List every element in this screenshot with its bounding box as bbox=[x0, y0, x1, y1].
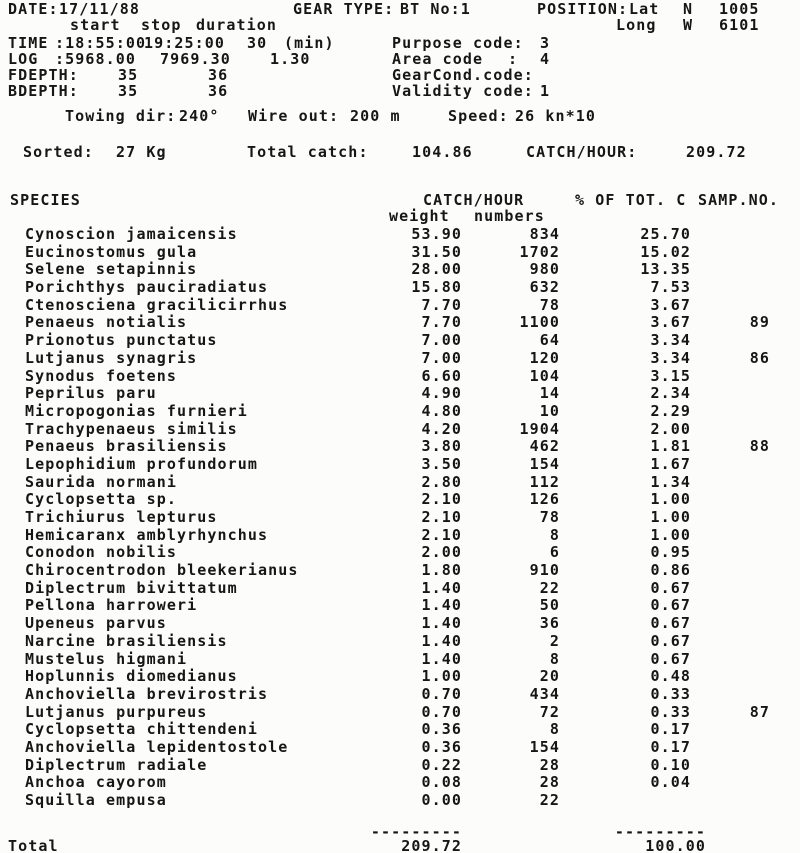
pct-of-total: 0.86 bbox=[650, 561, 691, 580]
log-stop: 7969.30 bbox=[160, 50, 231, 68]
catch-weight: 0.36 bbox=[421, 737, 462, 756]
catch-numbers: 112 bbox=[529, 472, 560, 491]
catch-numbers: 2 bbox=[549, 631, 560, 650]
species-name: Eucinostomus gula bbox=[25, 242, 198, 261]
catch-weight: 1.40 bbox=[421, 614, 462, 633]
pct-of-total: 1.00 bbox=[650, 508, 691, 526]
species-name: Diplectrum bivittatum bbox=[25, 578, 238, 597]
gear-type-value: BT No:1 bbox=[400, 0, 471, 18]
catch-weight: 1.00 bbox=[421, 667, 462, 686]
catch-numbers: 1702 bbox=[519, 242, 560, 261]
catch-weight: 1.40 bbox=[421, 631, 462, 650]
total-label: Total bbox=[8, 837, 59, 853]
catch-weight: 1.80 bbox=[421, 561, 462, 580]
speed-value: 26 kn*10 bbox=[515, 107, 597, 125]
bdepth-stop: 36 bbox=[208, 82, 229, 100]
pct-of-total: 0.95 bbox=[650, 543, 691, 562]
species-row bbox=[0, 633, 800, 651]
species-row bbox=[0, 297, 800, 315]
species-name: Synodus foetens bbox=[25, 366, 177, 385]
species-row bbox=[0, 491, 800, 509]
catch-weight: 1.40 bbox=[421, 578, 462, 597]
catch-weight: 2.10 bbox=[421, 490, 462, 509]
gearcond-code-label: GearCond.code: bbox=[392, 66, 534, 84]
species-name: Conodon nobilis bbox=[25, 543, 177, 562]
species-row bbox=[0, 474, 800, 492]
weight-subheader: weight bbox=[389, 207, 450, 225]
catch-weight: 1.40 bbox=[421, 649, 462, 668]
catch-weight: 0.70 bbox=[421, 684, 462, 703]
species-name: Trichiurus lepturus bbox=[25, 508, 218, 526]
species-name: Anchoviella lepidentostole bbox=[25, 737, 289, 756]
catch-weight: 7.00 bbox=[421, 348, 462, 367]
pct-of-total: 15.02 bbox=[640, 242, 691, 261]
pct-of-total: 0.17 bbox=[650, 720, 691, 739]
species-row bbox=[0, 739, 800, 757]
sample-no: 88 bbox=[749, 437, 770, 456]
catch-numbers: 1100 bbox=[519, 313, 560, 332]
weight-total-separator: --------- bbox=[370, 823, 462, 841]
catch-weight: 1.40 bbox=[421, 596, 462, 615]
time-unit: (min) bbox=[284, 34, 335, 52]
catch-numbers: 64 bbox=[539, 331, 560, 350]
species-row bbox=[0, 544, 800, 562]
species-name: Narcine brasiliensis bbox=[25, 631, 228, 650]
pct-of-total: 0.48 bbox=[650, 667, 691, 686]
fdepth-start: 35 bbox=[118, 66, 139, 84]
species-name: Lepophidium profundorum bbox=[25, 454, 259, 473]
catch-numbers: 78 bbox=[539, 295, 560, 314]
species-name: Ctenosciena gracilicirrhus bbox=[25, 295, 289, 314]
catch-weight: 4.20 bbox=[421, 419, 462, 438]
catch-numbers: 434 bbox=[529, 684, 560, 703]
pct-of-total: 0.67 bbox=[650, 631, 691, 650]
catch-numbers: 154 bbox=[529, 454, 560, 473]
long-label: Long bbox=[616, 16, 657, 34]
catch-numbers: 910 bbox=[529, 561, 560, 580]
species-name: Peprilus paru bbox=[25, 384, 157, 403]
catch-numbers: 72 bbox=[539, 702, 560, 721]
catch-numbers: 22 bbox=[539, 791, 560, 809]
towing-dir-label: Towing dir: bbox=[65, 107, 177, 125]
total-weight-value: 209.72 bbox=[401, 837, 462, 853]
catch-weight: 0.00 bbox=[421, 791, 462, 809]
gear-type-label: GEAR TYPE: bbox=[293, 0, 395, 18]
species-row bbox=[0, 721, 800, 739]
catch-numbers: 50 bbox=[539, 596, 560, 615]
species-row bbox=[0, 774, 800, 792]
catch-numbers: 28 bbox=[539, 773, 560, 792]
sample-no: 87 bbox=[749, 702, 770, 721]
species-row bbox=[0, 668, 800, 686]
purpose-code-value: 3 bbox=[540, 34, 551, 52]
species-row bbox=[0, 314, 800, 332]
log-duration: 1.30 bbox=[270, 50, 311, 68]
catch-weight: 53.90 bbox=[411, 225, 462, 243]
catch-numbers: 462 bbox=[529, 437, 560, 456]
catch-hour-value: 209.72 bbox=[686, 143, 747, 161]
species-row bbox=[0, 385, 800, 403]
lat-label: Lat bbox=[629, 0, 660, 18]
pct-of-total: 0.17 bbox=[650, 737, 691, 756]
species-row bbox=[0, 403, 800, 421]
catch-numbers: 36 bbox=[539, 614, 560, 633]
time-label: TIME bbox=[8, 34, 49, 52]
species-row bbox=[0, 615, 800, 633]
species-row bbox=[0, 651, 800, 669]
species-name: Lutjanus synagris bbox=[25, 348, 198, 367]
long-value: 6101 bbox=[719, 16, 760, 34]
pct-of-total: 0.67 bbox=[650, 649, 691, 668]
bdepth-start: 35 bbox=[118, 82, 139, 100]
time-duration: 30 bbox=[247, 34, 268, 52]
pct-of-total: 1.00 bbox=[650, 490, 691, 509]
pct-column-header: % OF TOT. C bbox=[575, 191, 687, 209]
catch-numbers: 78 bbox=[539, 508, 560, 526]
species-name: Anchoviella brevirostris bbox=[25, 684, 269, 703]
pct-of-total: 1.81 bbox=[650, 437, 691, 456]
total-catch-label: Total catch: bbox=[247, 143, 369, 161]
species-name: Squilla empusa bbox=[25, 791, 167, 809]
species-row bbox=[0, 438, 800, 456]
species-name: Micropogonias furnieri bbox=[25, 401, 248, 420]
validity-code-label: Validity code: bbox=[392, 82, 534, 100]
species-name: Cyclopsetta chittendeni bbox=[25, 720, 259, 739]
pct-of-total: 1.67 bbox=[650, 454, 691, 473]
start-column-header: start bbox=[70, 16, 121, 34]
species-row bbox=[0, 350, 800, 368]
species-name: Pellona harroweri bbox=[25, 596, 198, 615]
catch-numbers: 14 bbox=[539, 384, 560, 403]
sample-no: 86 bbox=[749, 348, 770, 367]
sample-no-column-header: SAMP.NO. bbox=[698, 191, 780, 209]
wire-out-value: 200 m bbox=[350, 107, 401, 125]
catch-numbers: 22 bbox=[539, 578, 560, 597]
sorted-label: Sorted: bbox=[23, 143, 94, 161]
lat-hemisphere: N bbox=[683, 0, 694, 18]
sample-no: 89 bbox=[749, 313, 770, 332]
pct-total-separator: --------- bbox=[614, 823, 706, 841]
towing-dir-value: 240° bbox=[179, 107, 220, 125]
area-code-colon: : bbox=[508, 50, 519, 68]
pct-of-total: 0.67 bbox=[650, 596, 691, 615]
time-start: :18:55:00 bbox=[55, 34, 147, 52]
pct-of-total: 3.15 bbox=[650, 366, 691, 385]
speed-label: Speed: bbox=[448, 107, 509, 125]
species-name: Lutjanus purpureus bbox=[25, 702, 208, 721]
catch-numbers: 104 bbox=[529, 366, 560, 385]
total-pct-value: 100.00 bbox=[645, 837, 706, 853]
fdepth-label: FDEPTH: bbox=[8, 66, 79, 84]
catch-numbers: 8 bbox=[549, 649, 560, 668]
catch-numbers: 154 bbox=[529, 737, 560, 756]
catch-numbers: 8 bbox=[549, 720, 560, 739]
species-row bbox=[0, 580, 800, 598]
catch-weight: 7.70 bbox=[421, 313, 462, 332]
species-name: Selene setapinnis bbox=[25, 260, 198, 279]
pct-of-total: 3.67 bbox=[650, 313, 691, 332]
species-table bbox=[0, 226, 800, 810]
pct-of-total: 0.33 bbox=[650, 702, 691, 721]
species-row bbox=[0, 757, 800, 775]
pct-of-total: 0.33 bbox=[650, 684, 691, 703]
species-name: Hemicaranx amblyrhynchus bbox=[25, 525, 269, 544]
catch-numbers: 632 bbox=[529, 278, 560, 297]
species-name: Prionotus punctatus bbox=[25, 331, 218, 350]
species-name: Trachypenaeus similis bbox=[25, 419, 238, 438]
species-name: Anchoa cayorom bbox=[25, 773, 167, 792]
catch-numbers: 10 bbox=[539, 401, 560, 420]
catch-weight: 4.80 bbox=[421, 401, 462, 420]
pct-of-total: 25.70 bbox=[640, 225, 691, 243]
pct-of-total: 0.04 bbox=[650, 773, 691, 792]
catch-numbers: 6 bbox=[549, 543, 560, 562]
species-name: Penaeus brasiliensis bbox=[25, 437, 228, 456]
pct-of-total: 2.34 bbox=[650, 384, 691, 403]
species-row bbox=[0, 792, 800, 810]
species-column-header: SPECIES bbox=[10, 191, 81, 209]
species-name: Diplectrum radiale bbox=[25, 755, 208, 774]
catch-numbers: 126 bbox=[529, 490, 560, 509]
position-label: POSITION: bbox=[537, 0, 629, 18]
pct-of-total: 2.29 bbox=[650, 401, 691, 420]
species-name: Penaeus notialis bbox=[25, 313, 188, 332]
catch-numbers: 120 bbox=[529, 348, 560, 367]
pct-of-total: 0.67 bbox=[650, 614, 691, 633]
species-name: Hoplunnis diomedianus bbox=[25, 667, 238, 686]
catch-weight: 2.00 bbox=[421, 543, 462, 562]
lat-value: 1005 bbox=[719, 0, 760, 18]
stop-column-header: stop bbox=[141, 16, 182, 34]
catch-numbers: 1904 bbox=[519, 419, 560, 438]
catch-weight: 15.80 bbox=[411, 278, 462, 297]
area-code-label: Area code bbox=[392, 50, 484, 68]
pct-of-total: 7.53 bbox=[650, 278, 691, 297]
catch-weight: 3.80 bbox=[421, 437, 462, 456]
fdepth-stop: 36 bbox=[208, 66, 229, 84]
species-row bbox=[0, 456, 800, 474]
species-name: Cyclopsetta sp. bbox=[25, 490, 177, 509]
catch-weight: 0.36 bbox=[421, 720, 462, 739]
time-stop: 19:25:00 bbox=[144, 34, 226, 52]
date-value: 17/11/88 bbox=[59, 0, 141, 18]
pct-of-total: 0.10 bbox=[650, 755, 691, 774]
catch-weight: 4.90 bbox=[421, 384, 462, 403]
catch-hour-column-header: CATCH/HOUR bbox=[423, 191, 525, 209]
validity-code-value: 1 bbox=[540, 82, 551, 100]
catch-weight: 3.50 bbox=[421, 454, 462, 473]
catch-weight: 28.00 bbox=[411, 260, 462, 279]
duration-column-header: duration bbox=[196, 16, 278, 34]
catch-weight: 0.70 bbox=[421, 702, 462, 721]
species-name: Porichthys pauciradiatus bbox=[25, 278, 269, 297]
area-code-value: 4 bbox=[540, 50, 551, 68]
species-row bbox=[0, 421, 800, 439]
pct-of-total: 2.00 bbox=[650, 419, 691, 438]
pct-of-total: 3.34 bbox=[650, 348, 691, 367]
bdepth-label: BDEPTH: bbox=[8, 82, 79, 100]
catch-weight: 2.10 bbox=[421, 525, 462, 544]
catch-weight: 2.80 bbox=[421, 472, 462, 491]
pct-of-total: 1.00 bbox=[650, 525, 691, 544]
catch-numbers: 980 bbox=[529, 260, 560, 279]
long-hemisphere: W bbox=[683, 16, 694, 34]
species-name: Saurida normani bbox=[25, 472, 177, 491]
species-name: Chirocentrodon bleekerianus bbox=[25, 561, 299, 580]
catch-weight: 6.60 bbox=[421, 366, 462, 385]
species-row bbox=[0, 597, 800, 615]
date-label: DATE: bbox=[8, 0, 59, 18]
species-row bbox=[0, 562, 800, 580]
log-start: :5968.00 bbox=[55, 50, 137, 68]
catch-numbers: 8 bbox=[549, 525, 560, 544]
pct-of-total: 13.35 bbox=[640, 260, 691, 279]
catch-numbers: 20 bbox=[539, 667, 560, 686]
catch-weight: 7.00 bbox=[421, 331, 462, 350]
pct-of-total: 0.67 bbox=[650, 578, 691, 597]
catch-numbers: 28 bbox=[539, 755, 560, 774]
species-row bbox=[0, 226, 800, 244]
catch-weight: 31.50 bbox=[411, 242, 462, 261]
species-name: Upeneus parvus bbox=[25, 614, 167, 633]
species-row bbox=[0, 686, 800, 704]
species-row bbox=[0, 509, 800, 527]
catch-numbers: 834 bbox=[529, 225, 560, 243]
species-row bbox=[0, 261, 800, 279]
catch-weight: 2.10 bbox=[421, 508, 462, 526]
species-name: Cynoscion jamaicensis bbox=[25, 225, 238, 243]
log-label: LOG bbox=[8, 50, 39, 68]
purpose-code-label: Purpose code: bbox=[392, 34, 524, 52]
species-name: Mustelus higmani bbox=[25, 649, 188, 668]
catch-hour-label: CATCH/HOUR: bbox=[526, 143, 638, 161]
sorted-value: 27 Kg bbox=[116, 143, 167, 161]
pct-of-total: 3.34 bbox=[650, 331, 691, 350]
species-row bbox=[0, 527, 800, 545]
numbers-subheader: numbers bbox=[474, 207, 545, 225]
species-row bbox=[0, 279, 800, 297]
wire-out-label: Wire out: bbox=[248, 107, 340, 125]
catch-weight: 0.22 bbox=[421, 755, 462, 774]
species-row bbox=[0, 332, 800, 350]
species-row bbox=[0, 244, 800, 262]
species-row bbox=[0, 704, 800, 722]
catch-weight: 7.70 bbox=[421, 295, 462, 314]
total-catch-value: 104.86 bbox=[412, 143, 473, 161]
pct-of-total: 1.34 bbox=[650, 472, 691, 491]
pct-of-total: 3.67 bbox=[650, 295, 691, 314]
species-row bbox=[0, 368, 800, 386]
catch-weight: 0.08 bbox=[421, 773, 462, 792]
